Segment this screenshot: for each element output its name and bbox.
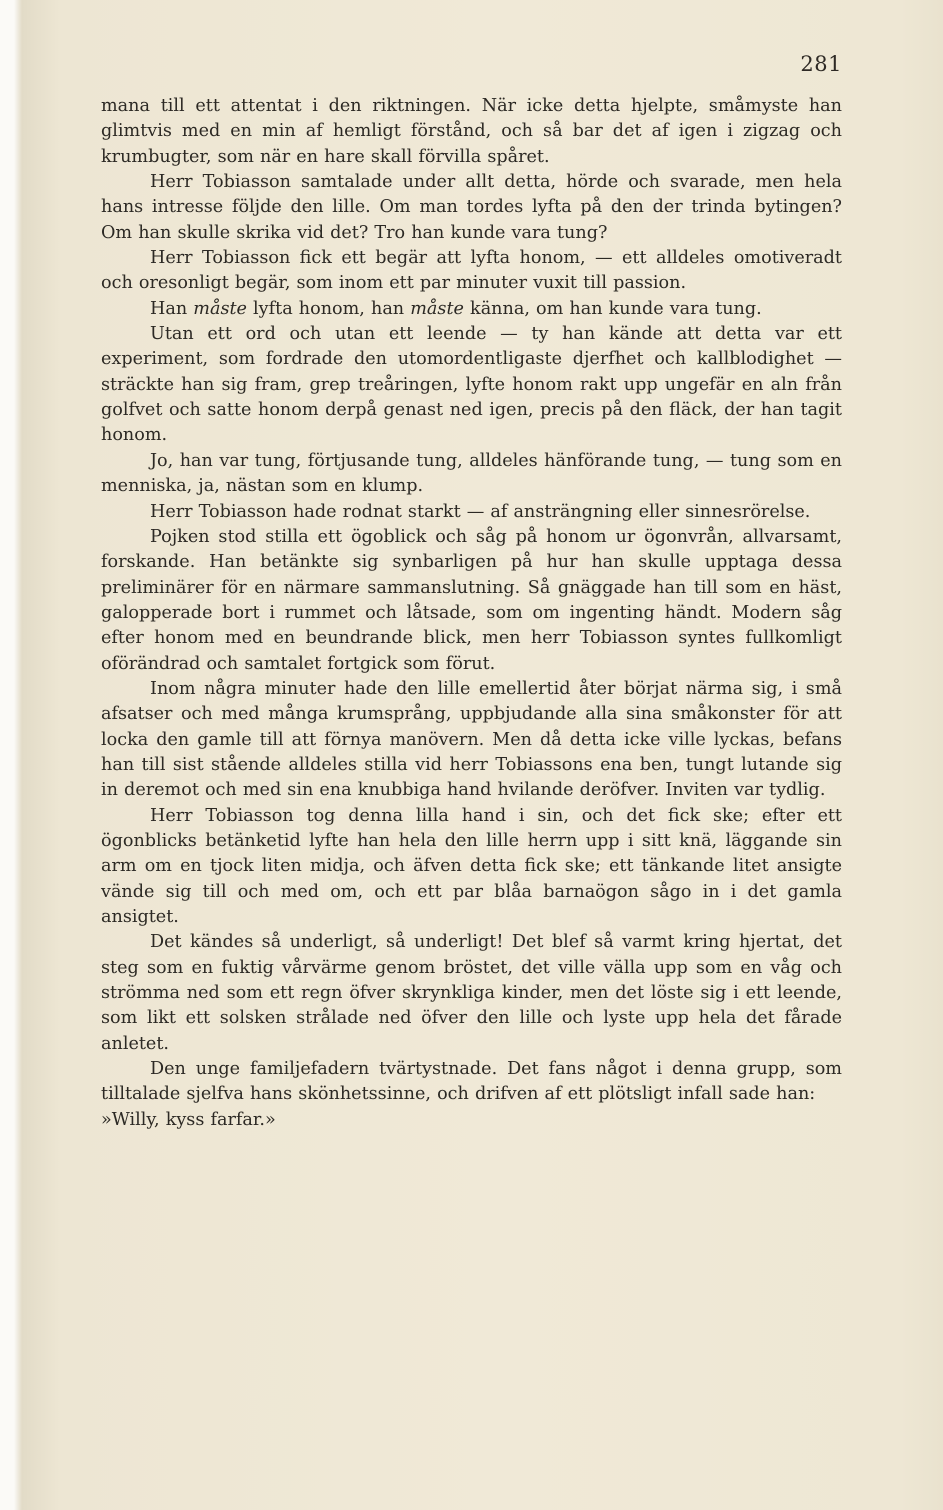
paragraph-4 xyxy=(101,297,842,322)
paragraph-13: »Willy, kyss farfar.» xyxy=(101,1109,276,1130)
body-text xyxy=(101,94,842,1133)
emphasis-maste-1: måste xyxy=(193,298,247,319)
paragraph-11: Det kändes så underligt, så underligt! Det blef så varmt kring hjertat, det steg som en fuktig vårvärme genom bröstet, det ville välla upp som en våg och strömma ned som ett regn öfver skrynkliga kinder, men det löste sig i ett leende, som likt ett solsken strålade ned öfver den lille och lyste upp hela det fårade anletet. xyxy=(101,932,842,1054)
paragraph-5: Utan ett ord och utan ett leende — ty han kände att detta var ett experiment, som fordrade den utomordentligaste djerfhet och kallblodighet — sträckte han sig fram, grep treåringen, lyfte honom rakt upp ungefär en aln från golfvet och satte honom derpå genast ned igen, precis på den fläck, der han tagit honom. xyxy=(101,324,842,446)
paragraph-1: mana till ett attentat i den riktningen. När icke detta hjelpte, småmyste han glimtvis med en min af hemligt förstånd, och så bar det af igen i zigzag och krumbugter, som när en hare skall förvilla spåret. xyxy=(101,96,842,167)
page-number: 281 xyxy=(800,52,842,76)
paragraph-9: Inom några minuter hade den lille emellertid åter börjat närma sig, i små afsatser och med många krumsprång, uppbjudande alla sina småkonster för att locka den gamle till att förnya manövern. Men då detta icke ville lyckas, befans han till sist stående alldeles stilla vid herr Tobiassons ena ben, tungt lutande sig in deremot och med sin ena knubbiga hand hvilande deröfver. Inviten var tydlig. xyxy=(101,678,842,801)
paragraph-4-part-a: Han xyxy=(150,298,194,319)
paragraph-7: Herr Tobiasson hade rodnat starkt — af ansträngning eller sinnesrörelse. xyxy=(150,501,811,522)
paragraph-4-part-c: känna, om han kunde vara tung. xyxy=(463,298,762,319)
paragraph-12: Den unge familjefadern tvärtystnade. Det fans något i denna grupp, som tilltalade sjelfva hans skönhetssinne, och drifven af ett plötsligt infall sade han: xyxy=(101,1059,842,1105)
paragraph-6: Jo, han var tung, förtjusande tung, alldeles hänförande tung, — tung som en menniska, ja, nästan som en klump. xyxy=(101,450,842,497)
paragraph-8: Pojken stod stilla ett ögoblick och såg på honom ur ögonvrån, allvarsamt, forskande. Han betänkte sig synbarligen på hur han skulle upptaga dessa preliminärer för en närmare sammanslutning. Så gnäggade han till som en häst, galopperade bort i rummet och låtsade, som om ingenting händt. Modern såg efter honom med en beundrande blick, men herr Tobiasson syntes fullkomligt oförändrad och samtalet fortgick som förut. xyxy=(101,526,842,674)
emphasis-maste-2: måste xyxy=(410,298,464,319)
paragraph-2: Herr Tobiasson samtalade under allt detta, hörde och svarade, men hela hans intresse följde den lille. Om man tordes lyfta på den der trinda bytingen? Om han skulle skrika vid det? Tro han kunde vara tung? xyxy=(101,172,842,243)
paragraph-3: Herr Tobiasson fick ett begär att lyfta honom, — ett alldeles omotiveradt och oresonligt begär, som inom ett par minuter vuxit till passion. xyxy=(101,248,842,294)
paragraph-10: Herr Tobiasson tog denna lilla hand i sin, och det fick ske; efter ett ögonblicks betänketid lyfte han hela den lille herrn upp i sitt knä, läggande sin arm om en tjock liten midja, och äfven detta fick ske; ett tänkande litet ansigte vände sig till och med om, och ett par blåa barnaögon sågo in i det gamla ansigtet. xyxy=(101,805,842,927)
paragraph-4-part-b: lyfta honom, han xyxy=(246,298,411,319)
